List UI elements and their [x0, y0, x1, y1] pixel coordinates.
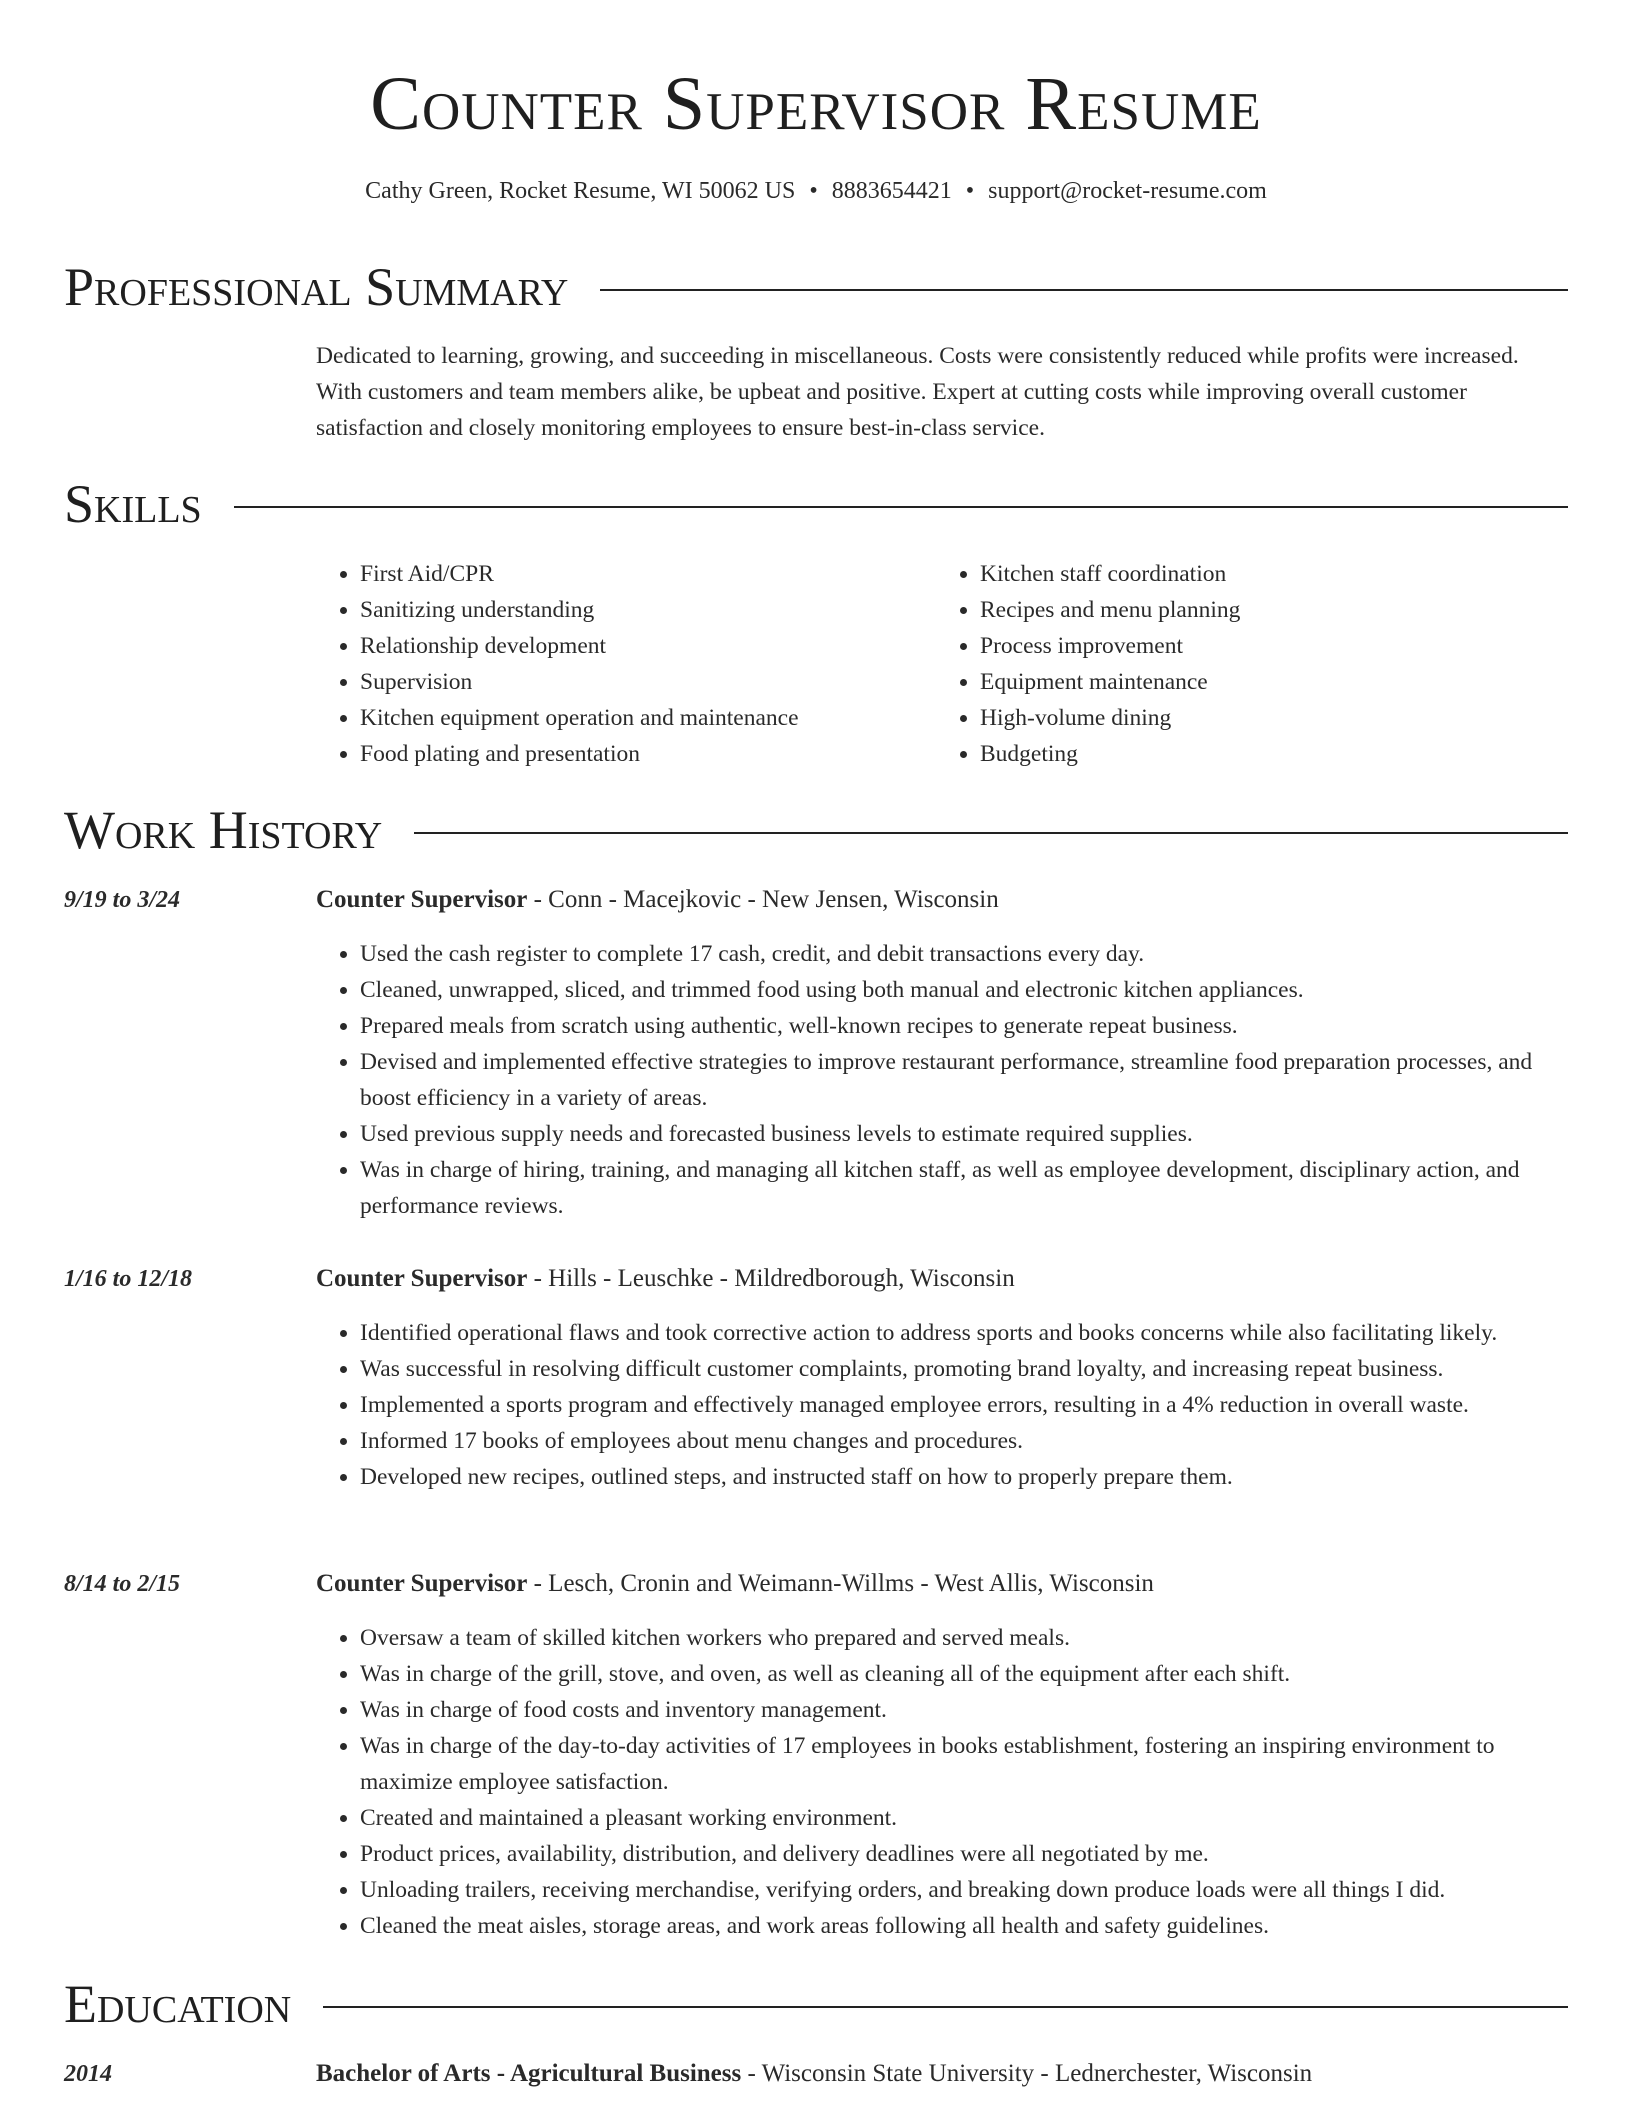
- section-title: Skills: [64, 474, 202, 534]
- job-title: Counter Supervisor: [316, 886, 528, 913]
- job-employer: - Conn - Macejkovic - New Jensen, Wisconsin: [527, 886, 999, 913]
- section-divider: [600, 289, 1568, 291]
- section-divider: [234, 506, 1568, 508]
- job-dates: 8/14 to 2/15: [64, 1571, 181, 1597]
- job-employer: - Lesch, Cronin and Weimann-Willms - West Allis, Wisconsin: [527, 1570, 1154, 1597]
- job-dates: 9/19 to 3/24: [64, 887, 181, 913]
- job-bullet: • Prepared meals from scratch using authentic, well-known recipes to generate repeat business.: [360, 1008, 1568, 1044]
- job-heading: [316, 882, 1568, 918]
- skill-item: • High-volume dining: [980, 700, 1556, 736]
- skill-item: • Relationship development: [360, 628, 936, 664]
- job-title: Counter Supervisor: [316, 1265, 528, 1292]
- job-bullet: • Was successful in resolving difficult customer complaints, promoting brand loyalty, and increasing repeat business.: [360, 1351, 1568, 1387]
- job-bullet: • Unloading trailers, receiving merchandise, verifying orders, and breaking down produce loads were all things I did.: [360, 1872, 1568, 1908]
- education-degree: Bachelor of Arts - Agricultural Business: [316, 2060, 742, 2087]
- contact-email: support@rocket-resume.com: [988, 178, 1267, 204]
- section-education: [64, 1972, 1568, 2036]
- job-heading: [316, 1261, 1568, 1297]
- section-professional-summary: [64, 255, 1568, 319]
- skill-item: • Recipes and menu planning: [980, 592, 1556, 628]
- job-bullet: • Was in charge of the day-to-day activities of 17 employees in books establishment, fostering an inspiring environment to maximize employee satisfaction.: [360, 1728, 1568, 1800]
- job-bullet: • Informed 17 books of employees about menu changes and procedures.: [360, 1423, 1568, 1459]
- job-bullet: • Cleaned the meat aisles, storage areas, and work areas following all health and safety guidelines.: [360, 1908, 1568, 1944]
- job-bullet: • Implemented a sports program and effectively managed employee errors, resulting in a 4% reduction in overall waste.: [360, 1387, 1568, 1423]
- contact-name-address: Cathy Green, Rocket Resume, WI 50062 US: [365, 178, 796, 204]
- section-divider: [323, 2006, 1568, 2008]
- job-heading: [316, 1566, 1568, 1602]
- contact-separator: •: [965, 178, 975, 204]
- section-title: Professional Summary: [64, 257, 569, 317]
- skill-item: • Kitchen equipment operation and maintenance: [360, 700, 936, 736]
- skill-item: • Process improvement: [980, 628, 1556, 664]
- skill-item: • Sanitizing understanding: [360, 592, 936, 628]
- job-bullet: • Identified operational flaws and took corrective action to address sports and books concerns while also facilitating likely.: [360, 1315, 1568, 1351]
- summary-text: Dedicated to learning, growing, and succeeding in miscellaneous. Costs were consistently reduced while profits were increased. With customers and team members alike, be upbeat and positive. Expert at cutting costs while improving overall customer satisfaction and closely monitoring employees to ensure best-in-class service.: [316, 343, 1519, 441]
- job-bullet: • Developed new recipes, outlined steps, and instructed staff on how to properly prepare them.: [360, 1459, 1568, 1495]
- section-skills: [64, 472, 1568, 536]
- job-bullet: • Cleaned, unwrapped, sliced, and trimmed food using both manual and electronic kitchen appliances.: [360, 972, 1568, 1008]
- skill-item: • Food plating and presentation: [360, 736, 936, 772]
- job-bullets: [316, 936, 1568, 1224]
- job-dates: 1/16 to 12/18: [64, 1266, 193, 1292]
- job-bullet: • Oversaw a team of skilled kitchen workers who prepared and served meals.: [360, 1620, 1568, 1656]
- job-bullets: [316, 1620, 1568, 1944]
- skills-column-left: [316, 556, 936, 772]
- job-bullet: • Used the cash register to complete 17 cash, credit, and debit transactions every day.: [360, 936, 1568, 972]
- skill-item: • Supervision: [360, 664, 936, 700]
- contact-line: [0, 176, 1632, 206]
- job-bullets: [316, 1315, 1568, 1495]
- section-work-history: [64, 798, 1568, 862]
- skill-item: • First Aid/CPR: [360, 556, 936, 592]
- skill-item: • Budgeting: [980, 736, 1556, 772]
- job-bullet: • Devised and implemented effective strategies to improve restaurant performance, streamline food preparation processes, and boost efficiency in a variety of areas.: [360, 1044, 1568, 1116]
- job-bullet: • Created and maintained a pleasant working environment.: [360, 1800, 1568, 1836]
- skills-column-right: [936, 556, 1556, 772]
- education-year: 2014: [64, 2061, 112, 2087]
- skill-item: • Equipment maintenance: [980, 664, 1556, 700]
- job-bullet: • Was in charge of the grill, stove, and oven, as well as cleaning all of the equipment after each shift.: [360, 1656, 1568, 1692]
- job-bullet: • Was in charge of hiring, training, and managing all kitchen staff, as well as employee development, disciplinary action, and performance reviews.: [360, 1152, 1568, 1224]
- job-bullet: • Was in charge of food costs and inventory management.: [360, 1692, 1568, 1728]
- job-bullet: • Product prices, availability, distribution, and delivery deadlines were all negotiated by me.: [360, 1836, 1568, 1872]
- contact-separator: •: [809, 178, 818, 204]
- resume-title: Counter Supervisor Resume: [370, 62, 1262, 146]
- skills-list: [316, 556, 1568, 772]
- education-school: - Wisconsin State University - Lednerchester, Wisconsin: [741, 2060, 1313, 2087]
- education-heading: [316, 2056, 1568, 2092]
- contact-phone: 8883654421: [831, 178, 952, 204]
- job-bullet: • Used previous supply needs and forecasted business levels to estimate required supplies.: [360, 1116, 1568, 1152]
- skill-item: • Kitchen staff coordination: [980, 556, 1556, 592]
- job-title: Counter Supervisor: [316, 1570, 528, 1597]
- section-divider: [414, 832, 1568, 834]
- job-employer: - Hills - Leuschke - Mildredborough, Wisconsin: [527, 1265, 1015, 1292]
- section-title: Education: [64, 1974, 292, 2034]
- section-title: Work History: [64, 800, 383, 860]
